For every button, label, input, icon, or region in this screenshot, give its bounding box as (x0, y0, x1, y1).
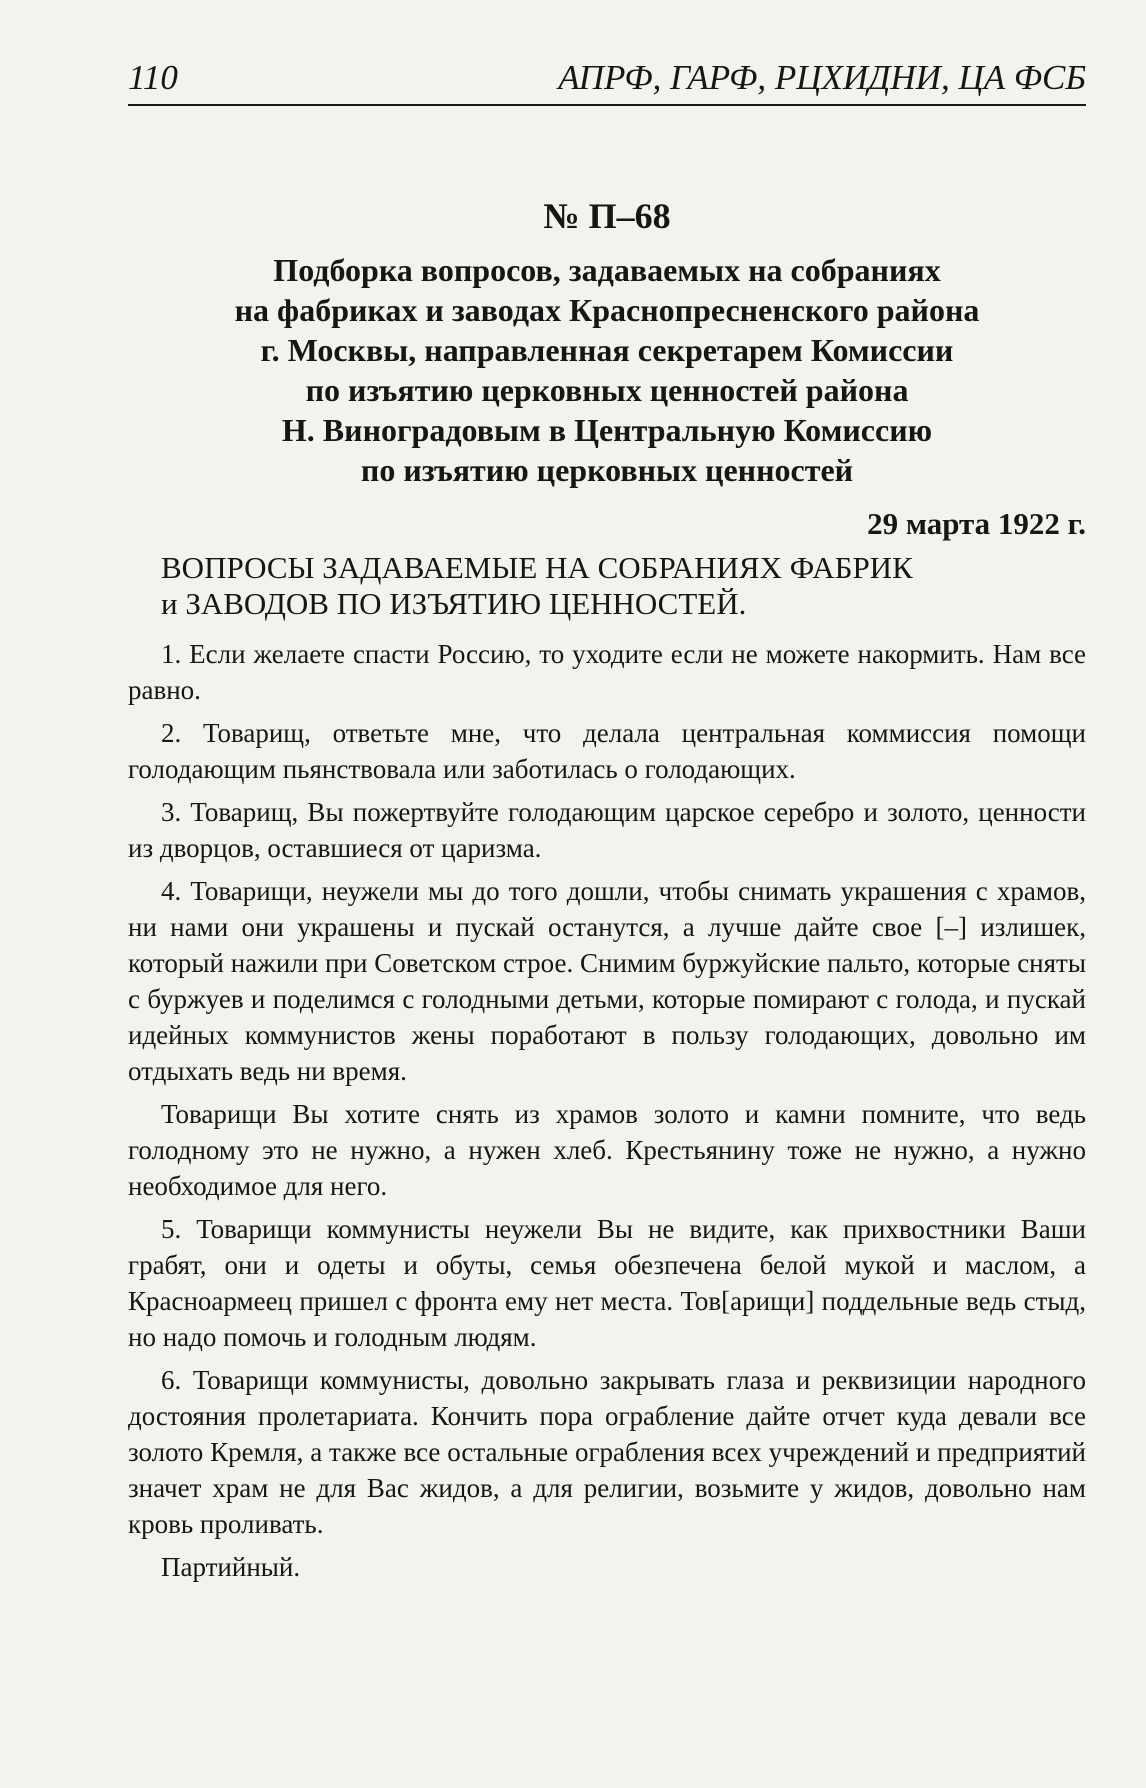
title-line: Н. Виноградовым в Центральную Комиссию (281, 412, 933, 448)
document-title (128, 250, 1086, 490)
document-page (128, 55, 1086, 1612)
body-paragraph: 4. Товарищи, неужели мы до того дошли, чтобы снимать украшения с храмов, ни нами они украшены и пускай останутся, а лучше дайте свое [–] излишек, который нажили при Советском строе. Снимим буржуйские пальто, которые сняты с буржуев и поделимся с голодными детьми, которые помирают с голода, и пускай идейных коммунистов жены поработают в пользу голодающих, довольно им отдыхать ведь ни время. (128, 876, 1086, 1086)
title-line: по изъятию церковных ценностей (360, 452, 854, 488)
document-body (128, 636, 1086, 1585)
heading-line: ВОПРОСЫ ЗАДАВАЕМЫЕ НА СОБРАНИЯХ ФАБРИК (161, 550, 913, 585)
archive-sources: АПРФ, ГАРФ, РЦХИДНИ, ЦА ФСБ (558, 58, 1086, 97)
body-paragraph: 6. Товарищи коммунисты, довольно закрывать глаза и реквизиции народного достояния пролетариата. Кончить пора ограбление дайте отчет куда девали все золото Кремля, а также все остальные ограбления всех учреждений и предприятий значет храм не для Вас жидов, а для религии, возьмите у жидов, довольно нам кровь проливать. (128, 1365, 1086, 1539)
heading-line: и ЗАВОДОВ ПО ИЗЪЯТИЮ ЦЕННОСТЕЙ. (161, 586, 747, 621)
body-paragraph: 2. Товарищ, ответьте мне, что делала центральная коммиссия помощи голодающим пьянствовала или заботилась о голодающих. (128, 718, 1086, 784)
title-line: по изъятию церковных ценностей района (305, 372, 909, 408)
body-paragraph: Товарищи Вы хотите снять из храмов золото и камни помните, что ведь голодному это не нужно, а нужен хлеб. Крестьянину тоже не нужно, а нужно необходимое для него. (128, 1099, 1086, 1201)
document-heading (128, 550, 1086, 622)
document-date: 29 марта 1922 г. (867, 506, 1086, 541)
body-paragraph: 3. Товарищ, Вы пожертвуйте голодающим царское серебро и золото, ценности из дворцов, оставшиеся от царизма. (128, 797, 1086, 863)
body-paragraph: 5. Товарищи коммунисты неужели Вы не видите, как прихвостники Ваши грабят, они и одеты и обуты, семья обезпечена белой мукой и маслом, а Красноармеец пришел с фронта ему нет места. Тов[арищи] поддельные ведь стыд, но надо помочь и голодным людям. (128, 1214, 1086, 1352)
body-paragraph: 1. Если желаете спасти Россию, то уходите если не можете накормить. Нам все равно. (128, 639, 1086, 705)
title-line: на фабриках и заводах Краснопресненского района (234, 292, 980, 328)
page-number: 110 (128, 58, 178, 97)
document-number: № П–68 (543, 196, 671, 236)
signature: Партийный. (161, 1552, 301, 1582)
title-line: Подборка вопросов, задаваемых на собраниях (273, 252, 941, 288)
title-line: г. Москвы, направленная секретарем Комиссии (260, 332, 954, 368)
running-header (128, 55, 1086, 106)
